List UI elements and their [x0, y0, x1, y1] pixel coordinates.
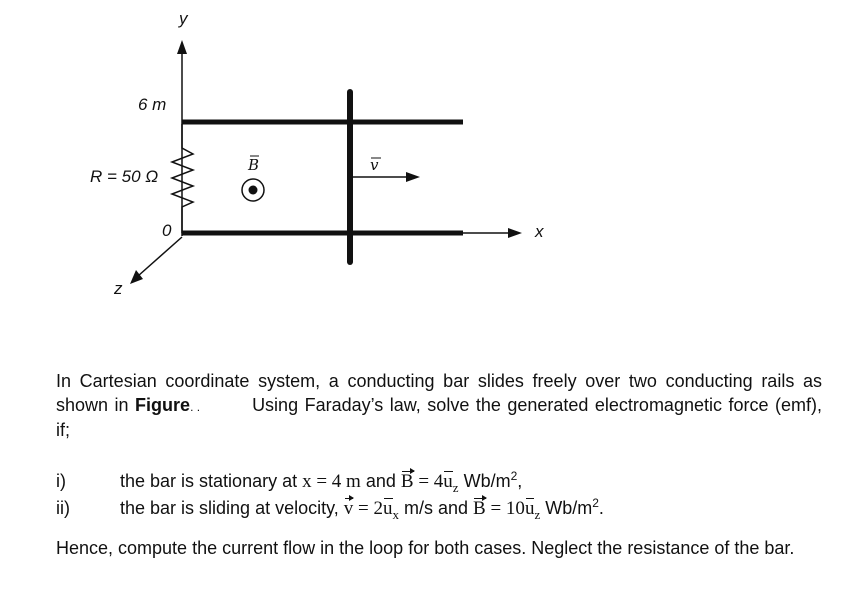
case-item-ii: ii) the bar is sliding at velocity, $v = 2u_x$ m/s and $B = 10u_z$ $Wb/m^2$. [56, 495, 604, 522]
case-item-i: i) the bar is stationary at x = 4 m and $B = 4u_z$ $Wb/m^2$, [56, 468, 523, 495]
problem-hence: Hence, compute the current flow in the loop for both cases. Neglect the resistance of the bar. [56, 537, 795, 558]
z-axis-arrowhead [130, 270, 143, 284]
field-label: B [248, 156, 260, 174]
problem-statement [56, 370, 822, 560]
case-list [56, 465, 822, 522]
y-axis-arrowhead [177, 40, 187, 54]
figure-reference: Figure [135, 394, 191, 415]
x-axis-arrowhead [508, 228, 522, 238]
problem-intro: In Cartesian coordinate system, a conducting bar slides freely over two conducting rails as shown in Figure. . Using Faraday’s law, solve the generated electromagnetic force (emf), if; [56, 371, 822, 440]
width-label: 6 m [138, 95, 167, 114]
origin-label: 0 [162, 221, 172, 240]
resistor-label: R = 50 Ω [90, 167, 159, 186]
velocity-label: v [370, 156, 379, 174]
y-axis-label: y [179, 9, 188, 28]
velocity-arrowhead [406, 172, 420, 182]
z-axis-label: z [114, 279, 123, 298]
x-axis-label: x [535, 222, 544, 241]
field-dot-icon [249, 186, 258, 195]
z-axis [138, 237, 182, 276]
